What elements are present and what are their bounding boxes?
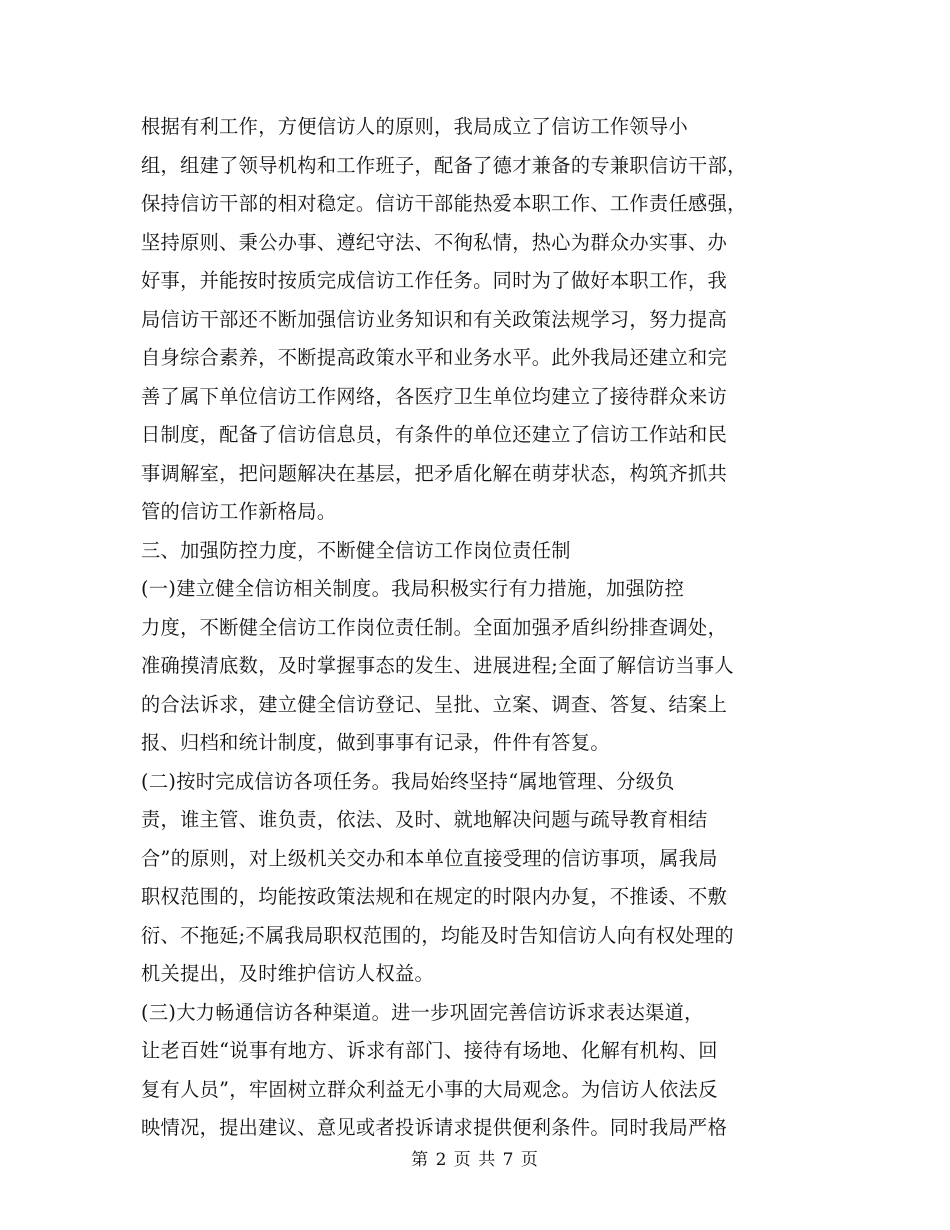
text-line: 合”的原则，对上级机关交办和本单位直接受理的信访事项，属我局 xyxy=(141,846,718,870)
text-line: 保持信访干部的相对稳定。信访干部能热爱本职工作、工作责任感强， xyxy=(141,192,747,215)
text-line: 映情况，提出建议、意见或者投诉请求提供便利条件。同时我局严格 xyxy=(141,1116,728,1139)
text-line: 让老百姓“说事有地方、诉求有部门、接待有场地、化解有机构、回 xyxy=(141,1039,718,1062)
text-line: 坚持原则、秉公办事、遵纪守法、不徇私情，热心为群众办实事、办 xyxy=(141,230,728,254)
text-line: (一)建立健全信访相关制度。我局积极实行有力措施，加强防控 xyxy=(141,577,685,600)
text-line: 复有人员”，牢固树立群众利益无小事的大局观念。为信访人依法反 xyxy=(141,1077,718,1101)
text-line: 力度，不断健全信访工作岗位责任制。全面加强矛盾纠纷排查调处， xyxy=(141,615,728,639)
text-line: 职权范围的，均能按政策法规和在规定的时限内办复，不推诿、不敷 xyxy=(141,885,728,908)
text-line: 组，组建了领导机构和工作班子，配备了德才兼备的专兼职信访干部， xyxy=(141,153,747,177)
text-line: 善了属下单位信访工作网络，各医疗卫生单位均建立了接待群众来访 xyxy=(141,384,728,408)
text-line: (二)按时完成信访各项任务。我局始终坚持“属地管理、分级负 xyxy=(141,769,675,793)
text-line: 报、归档和统计制度，做到事事有记录，件件有答复。 xyxy=(141,731,610,754)
text-line: 机关提出，及时维护信访人权益。 xyxy=(141,962,435,985)
text-line: 事调解室，把问题解决在基层，把矛盾化解在萌芽状态，构筑齐抓共 xyxy=(141,461,728,485)
text-line: 衍、不拖延;不属我局职权范围的，均能及时告知信访人向有权处理的 xyxy=(141,923,734,947)
text-line: 管的信访工作新格局。 xyxy=(141,500,337,523)
section-heading: 三、加强防控力度，不断健全信访工作岗位责任制 xyxy=(141,538,571,562)
text-line: 准确摸清底数，及时掌握事态的发生、进展进程;全面了解信访当事人 xyxy=(141,654,734,677)
document-body xyxy=(141,108,821,1148)
text-line: (三)大力畅通信访各种渠道。进一步巩固完善信访诉求表达渠道， xyxy=(141,1000,704,1024)
text-line: 根据有利工作，方便信访人的原则，我局成立了信访工作领导小 xyxy=(141,115,689,138)
text-line: 责，谁主管、谁负责，依法、及时、就地解决问题与疏导教育相结 xyxy=(141,808,708,831)
page-number-footer: 第 2 页 共 7 页 xyxy=(411,1150,539,1170)
text-line: 局信访干部还不断加强信访业务知识和有关政策法规学习，努力提高 xyxy=(141,307,728,331)
text-line: 的合法诉求，建立健全信访登记、呈批、立案、调查、答复、结案上 xyxy=(141,692,728,716)
text-line: 自身综合素养，不断提高政策水平和业务水平。此外我局还建立和完 xyxy=(141,346,728,369)
text-line: 好事，并能按时按质完成信访工作任务。同时为了做好本职工作，我 xyxy=(141,269,728,292)
text-line: 日制度，配备了信访信息员，有条件的单位还建立了信访工作站和民 xyxy=(141,423,728,446)
